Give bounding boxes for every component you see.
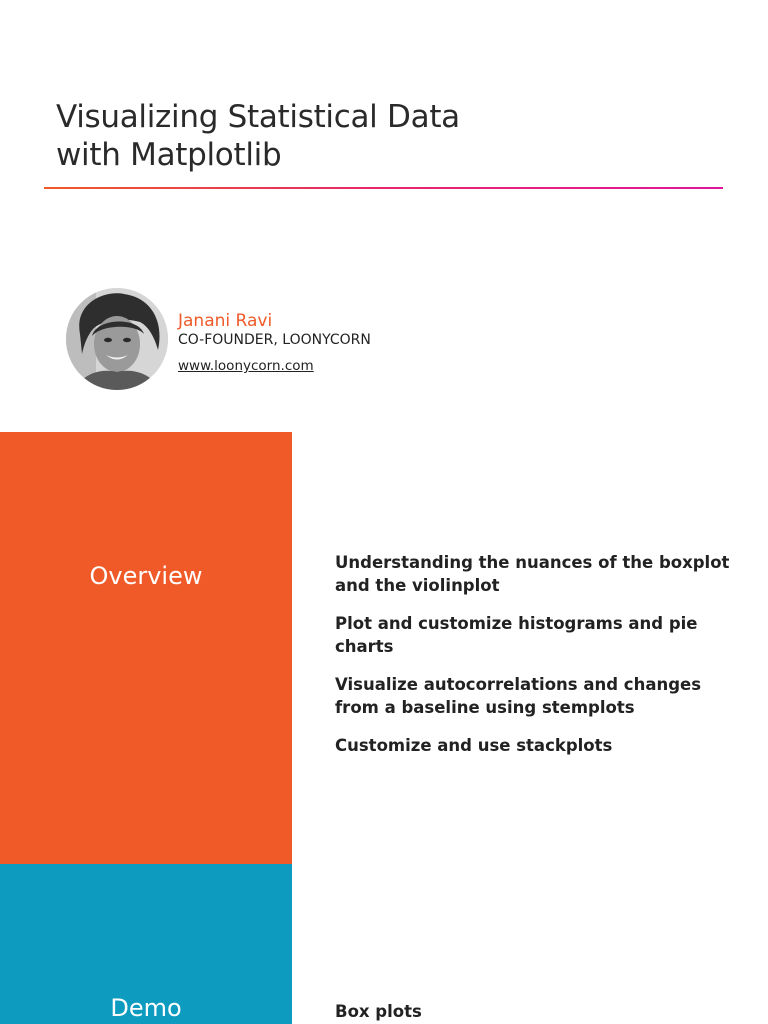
overview-panel — [0, 432, 292, 864]
course-title-line-2: with Matplotlib — [56, 137, 282, 173]
author-role: CO-FOUNDER, LOONYCORN — [178, 332, 371, 348]
overview-item: Visualize autocorrelations and changes from a baseline using stemplots — [335, 675, 702, 717]
author-name: Janani Ravi — [178, 311, 273, 331]
author-portrait-image — [66, 288, 168, 390]
course-title-line-1: Visualizing Statistical Data — [56, 99, 460, 135]
demo-heading: Demo — [110, 994, 182, 1022]
title-divider — [44, 187, 723, 189]
demo-item: Box plots — [335, 1002, 422, 1021]
overview-item: Plot and customize histograms and pie charts — [335, 614, 698, 656]
overview-item: Customize and use stackplots — [335, 736, 613, 755]
author-website-link[interactable]: www.loonycorn.com — [178, 358, 314, 374]
demo-panel — [0, 864, 292, 1024]
author-avatar — [66, 288, 168, 390]
overview-item: Understanding the nuances of the boxplot and the violinplot — [335, 553, 730, 595]
overview-heading: Overview — [89, 562, 203, 590]
overview-list — [335, 551, 735, 772]
course-title — [56, 98, 460, 174]
